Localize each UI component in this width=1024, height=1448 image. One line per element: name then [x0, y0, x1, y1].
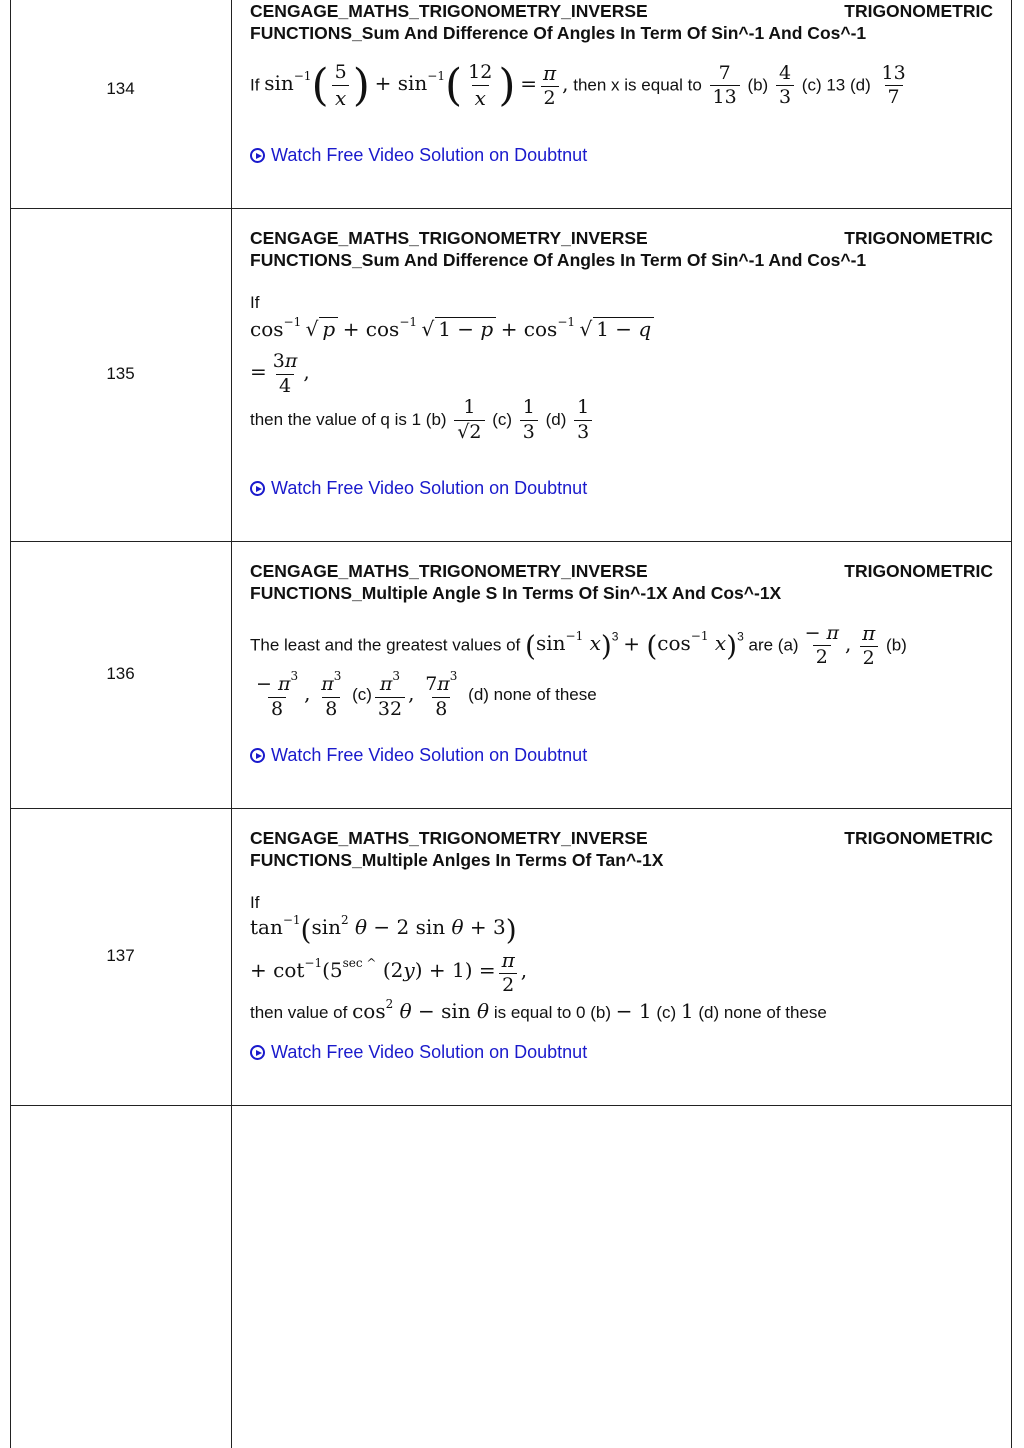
play-circle-icon: [250, 1045, 265, 1060]
question-135: [250, 227, 993, 498]
table-border-right: [1011, 0, 1012, 1448]
table-border-left: [10, 0, 11, 1448]
row-divider: [10, 808, 1012, 809]
question-text: $\frac{- \pi^3}{8}$ , $\frac{\pi^3}{8}$ (c) $\frac{\pi^3}{32}$ , $\frac{7\pi^3}{8}$ (d) none of these: [256, 669, 597, 720]
row-divider: [10, 1105, 1012, 1106]
play-circle-icon: [250, 748, 265, 763]
row-divider: [10, 208, 1012, 209]
question-equation: $\cos^{-1}$ √ $p + \cos^{-1}$ √ $1 - p + \cos^{-1}$ √ 1 − q: [250, 315, 654, 341]
table-column-divider: [231, 0, 232, 1448]
play-circle-icon: [250, 148, 265, 163]
question-136: [250, 560, 993, 765]
question-134: [250, 0, 993, 165]
watch-video-link[interactable]: Watch Free Video Solution on Doubtnut: [250, 1042, 587, 1063]
play-circle-icon: [250, 481, 265, 496]
question-equation: = $\frac{3\pi}{4}$ ,: [250, 350, 310, 397]
watch-video-link[interactable]: Watch Free Video Solution on Doubtnut: [250, 745, 587, 766]
question-number: 134: [106, 79, 135, 98]
question-text: then value of $\cos^2 \theta - \sin \theta$ is equal to 0 (b) − 1 (c) 1 (d) none of these: [250, 997, 827, 1023]
question-137: [250, 827, 993, 1062]
question-text: then the value of q is 1 (b) $\frac{1}{√2}$ (c) $\frac{1}{3}$ (d) $\frac{1}{3}$: [250, 397, 595, 444]
question-header: CENGAGE_MATHS_TRIGONOMETRY_INVERSE TRIGONOMETRIC FUNCTIONS_Sum And Difference Of Angles In Term Of Sin^-1 And Cos^-1: [250, 228, 993, 270]
question-text-if: If: [250, 893, 260, 912]
question-header: CENGAGE_MATHS_TRIGONOMETRY_INVERSE TRIGONOMETRIC FUNCTIONS_Multiple Angle S In Terms Of Sin^-1X And Cos^-1X: [250, 561, 993, 603]
question-header: CENGAGE_MATHS_TRIGONOMETRY_INVERSE TRIGONOMETRIC FUNCTIONS_Sum And Difference Of Angles In Term Of Sin^-1 And Cos^-1: [250, 1, 993, 43]
question-number: 136: [106, 664, 135, 683]
question-equation: + $\cot^{-1}(5^{sec \^{}}$ (2y) + 1) = $\frac{\pi}{2}$ ,: [250, 948, 528, 996]
question-equation: $\tan^{-1}(\sin^2$ θ − 2 sin θ + 3): [250, 913, 517, 947]
question-text-if: If: [250, 293, 260, 312]
question-header: CENGAGE_MATHS_TRIGONOMETRY_INVERSE TRIGONOMETRIC FUNCTIONS_Multiple Anlges In Terms Of Tan^-1X: [250, 828, 993, 870]
question-number: 135: [106, 364, 135, 383]
question-table: [10, 0, 1012, 1448]
question-number: 137: [106, 946, 135, 965]
question-text: If $\sin^{-1}$( $\frac{5}{x}$ ) + $\sin^{-1}$( $\frac{12}{x}$ ) = $\frac{\pi}{2}$ , then x is equal to $\frac{7}{13}$ (b) $\frac{4}{3}$ (c) 13 (d) $\frac{13}{7}$: [250, 59, 906, 111]
watch-video-link[interactable]: Watch Free Video Solution on Doubtnut: [250, 145, 587, 166]
watch-video-link[interactable]: Watch Free Video Solution on Doubtnut: [250, 478, 587, 499]
row-divider: [10, 541, 1012, 542]
question-text: The least and the greatest values of ($\sin^{-1}$ $x)^3 + (\cos^{-1}$ x)$^3$ are (a) $\frac{- \pi}{2}$ , $\frac{\pi}{2}$ (b): [250, 621, 907, 669]
